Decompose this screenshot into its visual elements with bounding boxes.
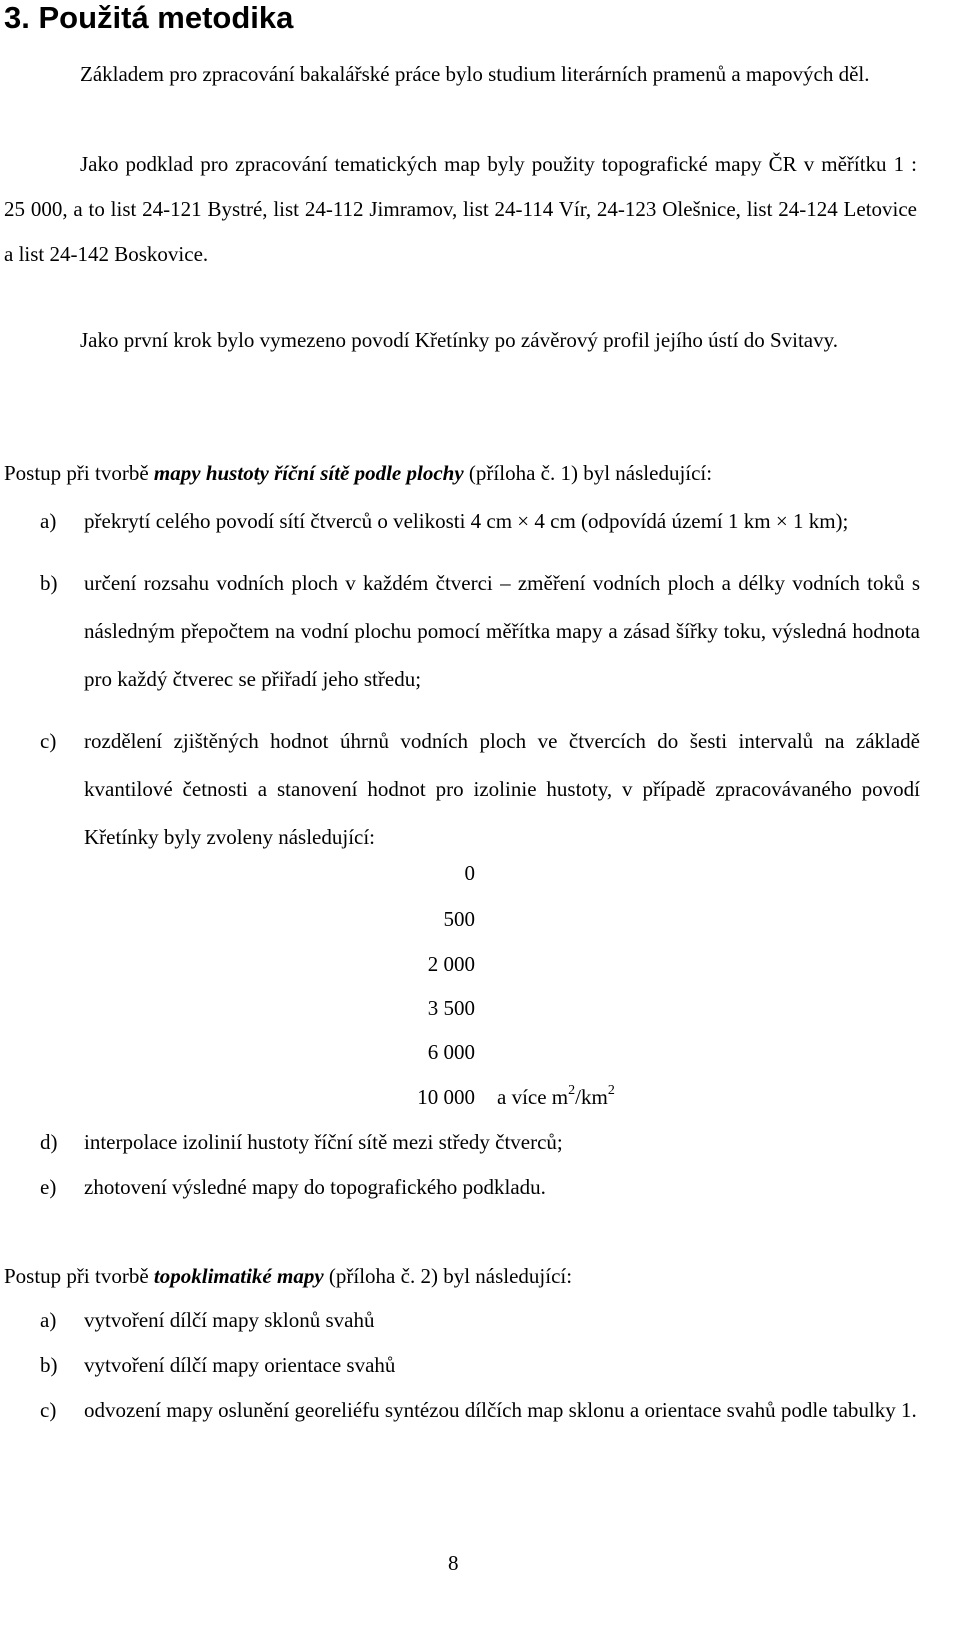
- paragraph-first-step-text: Jako první krok bylo vymezeno povodí Křetínky po závěrový profil jejího ústí do Svitavy.: [80, 328, 839, 352]
- isoline-value: 2 000: [427, 952, 475, 976]
- list-item: [4, 559, 920, 703]
- density-intro-bold: mapy hustoty říční sítě podle plochy: [153, 461, 464, 485]
- isoline-value: 6 000: [427, 1040, 475, 1064]
- paragraph-sources-text: Jako podklad pro zpracování tematických map byly použity topografické mapy ČR v měřítku 1 : 25 000, a to list 24-121 Bystré, list 24-112 Jimramov, list 24-114 Vír, 24-123 Olešnice, list 24-124 Letovice a list 24-142 Boskovice.: [4, 152, 917, 266]
- list-item-label: c): [40, 1398, 57, 1422]
- list-item-label: e): [40, 1175, 57, 1199]
- density-intro-pre: Postup při tvorbě: [4, 461, 154, 485]
- paragraph-sources: [4, 142, 917, 277]
- list-item: [4, 1298, 920, 1343]
- list-item: [4, 1343, 920, 1388]
- list-item-text: odvození mapy oslunění georeliéfu syntézou dílčích map sklonu a orientace svahů podle tabulky 1.: [84, 1398, 917, 1422]
- list-item-label: a): [40, 509, 57, 533]
- paragraph-intro: [4, 52, 917, 97]
- density-steps-list-continued: [4, 1120, 920, 1210]
- list-item-text: vytvoření dílčí mapy sklonů svahů: [84, 1308, 375, 1332]
- density-steps-list: [4, 497, 920, 861]
- paragraph-first-step: [4, 318, 917, 363]
- list-item: [4, 1388, 920, 1433]
- list-item: [4, 717, 920, 861]
- list-item-label: b): [40, 571, 58, 595]
- unit-text: a více m: [497, 1085, 569, 1109]
- density-map-intro: [4, 453, 712, 493]
- topo-intro-pre: Postup při tvorbě: [4, 1264, 154, 1288]
- isoline-value: 500: [443, 907, 475, 931]
- list-item-text: rozdělení zjištěných hodnot úhrnů vodních ploch ve čtvercích do šesti intervalů na základě kvantilové četnosti a stanovení hodnot pro izolinie hustoty, v případě zpracovávaného povodí Křetínky byly zvoleny následující:: [84, 729, 920, 849]
- topo-intro-post: (příloha č. 2) byl následující:: [323, 1264, 573, 1288]
- topo-intro-bold: topoklimatiké mapy: [153, 1264, 324, 1288]
- list-item-text: interpolace izolinií hustoty říční sítě mezi středy čtverců;: [84, 1130, 563, 1154]
- list-item-label: c): [40, 729, 57, 753]
- isoline-value: 10 000: [417, 1085, 475, 1109]
- list-item: [4, 1165, 920, 1210]
- list-item-label: a): [40, 1308, 57, 1332]
- section-heading: 3. Použitá metodika: [4, 0, 294, 35]
- list-item-text: vytvoření dílčí mapy orientace svahů: [84, 1353, 396, 1377]
- isoline-unit: [497, 1077, 615, 1117]
- list-item-label: b): [40, 1353, 58, 1377]
- list-item: [4, 497, 920, 545]
- unit-sup: 2: [607, 1083, 615, 1098]
- list-item-text: zhotovení výsledné mapy do topografického podkladu.: [84, 1175, 546, 1199]
- density-intro-post: (příloha č. 1) byl následující:: [463, 461, 713, 485]
- list-item-label: d): [40, 1130, 58, 1154]
- unit-mid: /km: [575, 1085, 608, 1109]
- topoclimatic-map-intro: [4, 1256, 572, 1296]
- list-item-text: překrytí celého povodí sítí čtverců o velikosti 4 cm × 4 cm (odpovídá území 1 km × 1 km);: [84, 509, 849, 533]
- paragraph-intro-text: Základem pro zpracování bakalářské práce bylo studium literárních pramenů a mapových děl.: [80, 62, 870, 86]
- list-item: [4, 1120, 920, 1165]
- unit-sup: 2: [568, 1083, 576, 1098]
- isoline-value: 3 500: [427, 996, 475, 1020]
- list-item-text: určení rozsahu vodních ploch v každém čtverci – změření vodních ploch a délky vodních toků s následným přepočtem na vodní plochu pomocí měřítka mapy a zásad šířky toku, výsledná hodnota pro každý čtverec se přiřadí jeho středu;: [84, 571, 920, 691]
- isoline-value: 0: [464, 861, 475, 885]
- topoclimatic-steps-list: [4, 1298, 920, 1433]
- page-number: 8: [448, 1551, 459, 1575]
